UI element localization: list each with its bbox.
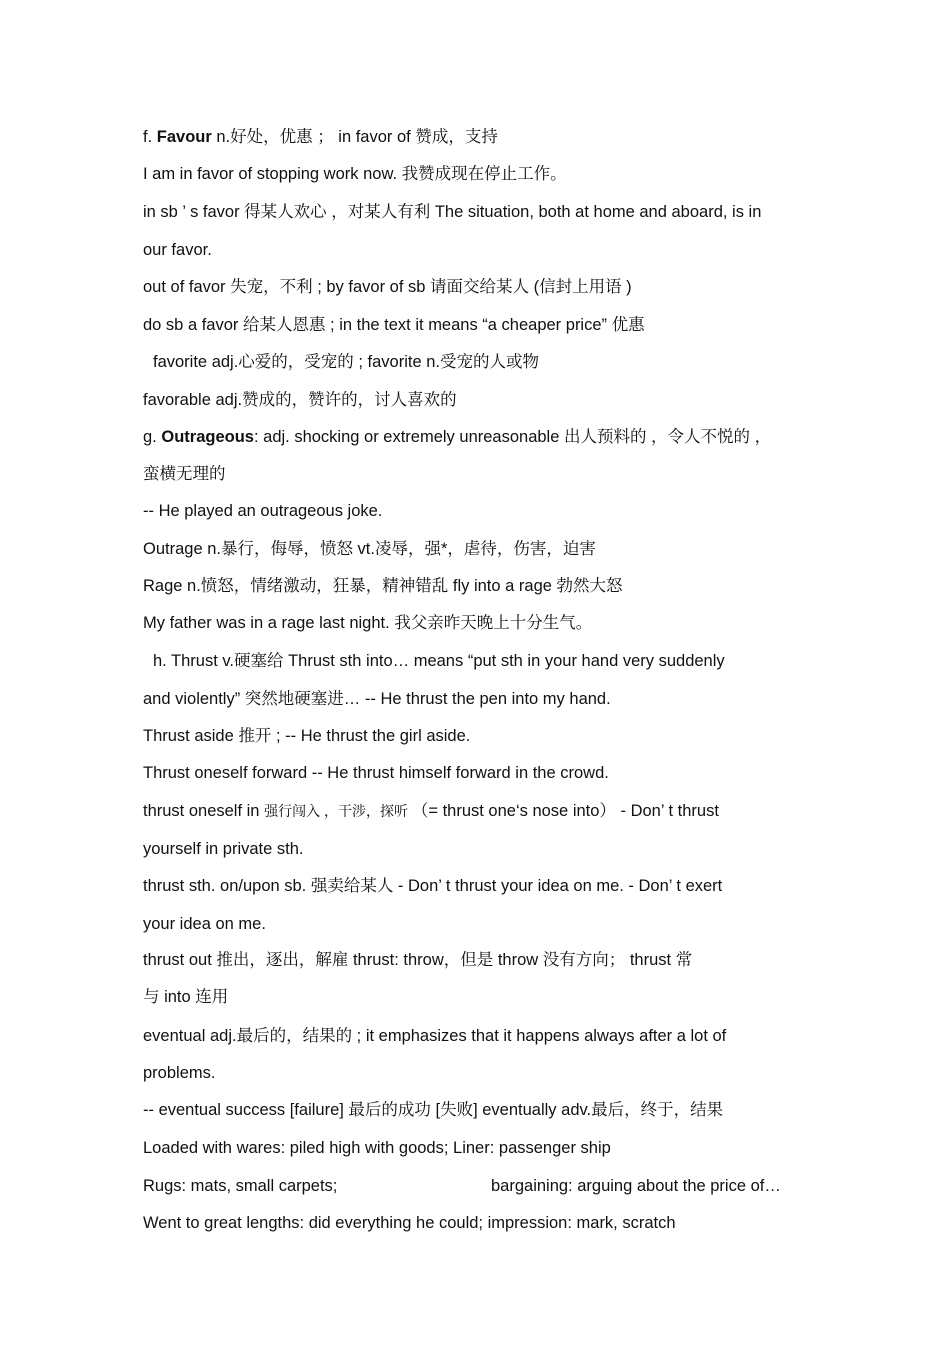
text-line: yourself in private sth. bbox=[143, 840, 304, 858]
text-line: and violently” 突然地硬塞进… -- He thrust the pen into my hand. bbox=[143, 690, 611, 708]
text-line: 蛮横无理的 bbox=[143, 465, 226, 483]
text-line-thrust-in: thrust oneself in 强行闯入 ，干涉，探听 （= thrust one‘s nose into） - Don’ t thrust bbox=[143, 802, 719, 820]
text-line: Went to great lengths: did everything he could; impression: mark, scratch bbox=[143, 1214, 676, 1232]
text-line: in sb ’ s favor 得某人欢心 ，对某人有利 The situation, both at home and aboard, is in bbox=[143, 203, 762, 221]
text-line: your idea on me. bbox=[143, 915, 266, 933]
headword-outrageous: Outrageous bbox=[161, 428, 254, 446]
text-line: Outrage n.暴行，侮辱，愤怒 vt.凌辱，强*，虐待，伤害，迫害 bbox=[143, 540, 596, 558]
headword-favour: Favour bbox=[156, 128, 212, 146]
text-line-rugs: Rugs: mats, small carpets; bargaining: arguing about the price of… bbox=[143, 1177, 781, 1195]
text-line: Thrust aside 推开 ; -- He thrust the girl aside. bbox=[143, 727, 471, 745]
text-line: My father was in a rage last night. 我父亲昨天晚上十分生气。 bbox=[143, 614, 593, 632]
text-line: I am in favor of stopping work now. 我赞成现在停止工作。 bbox=[143, 165, 567, 183]
text-line: favorable adj.赞成的，赞许的，讨人喜欢的 bbox=[143, 391, 457, 409]
text-line: thrust sth. on/upon sb. 强卖给某人 - Don’ t thrust your idea on me. - Don’ t exert bbox=[143, 877, 723, 895]
text-line: favorite adj.心爱的，受宠的 ; favorite n.受宠的人或物 bbox=[153, 353, 540, 371]
text-line: do sb a favor 给某人恩惠 ; in the text it means “a cheaper price” 优惠 bbox=[143, 316, 645, 334]
text-line: Thrust oneself forward -- He thrust himself forward in the crowd. bbox=[143, 764, 609, 782]
text-line: thrust out 推出，逐出，解雇 thrust: throw，但是 throw 没有方向； thrust 常 bbox=[143, 951, 693, 969]
text-line: -- eventual success [failure] 最后的成功 [失败] eventually adv.最后，终于，结果 bbox=[143, 1101, 724, 1119]
text-line: out of favor 失宠，不利 ; by favor of sb 请面交给某人 (信封上用语 ) bbox=[143, 278, 632, 296]
text-line: eventual adj.最后的，结果的 ; it emphasizes that it happens always after a lot of bbox=[143, 1027, 727, 1045]
text-line: Loaded with wares: piled high with goods; Liner: passenger ship bbox=[143, 1139, 611, 1157]
entry-outrageous: g. Outrageous: adj. shocking or extremely unreasonable 出人预料的 ，令人不悦的 ， bbox=[143, 428, 772, 446]
entry-thrust: h. Thrust v.硬塞给 Thrust sth into… means “put sth in your hand very suddenly bbox=[153, 652, 725, 670]
text-line: 与 into 连用 bbox=[143, 988, 229, 1006]
text-line: our favor. bbox=[143, 241, 212, 259]
text-line: -- He played an outrageous joke. bbox=[143, 502, 383, 520]
entry-favour: f. Favour n.好处，优惠 ； in favor of 赞成，支持 bbox=[143, 128, 498, 146]
text-line: problems. bbox=[143, 1064, 216, 1082]
text-line: Rage n.愤怒，情绪激动，狂暴，精神错乱 fly into a rage 勃然大怒 bbox=[143, 577, 623, 595]
